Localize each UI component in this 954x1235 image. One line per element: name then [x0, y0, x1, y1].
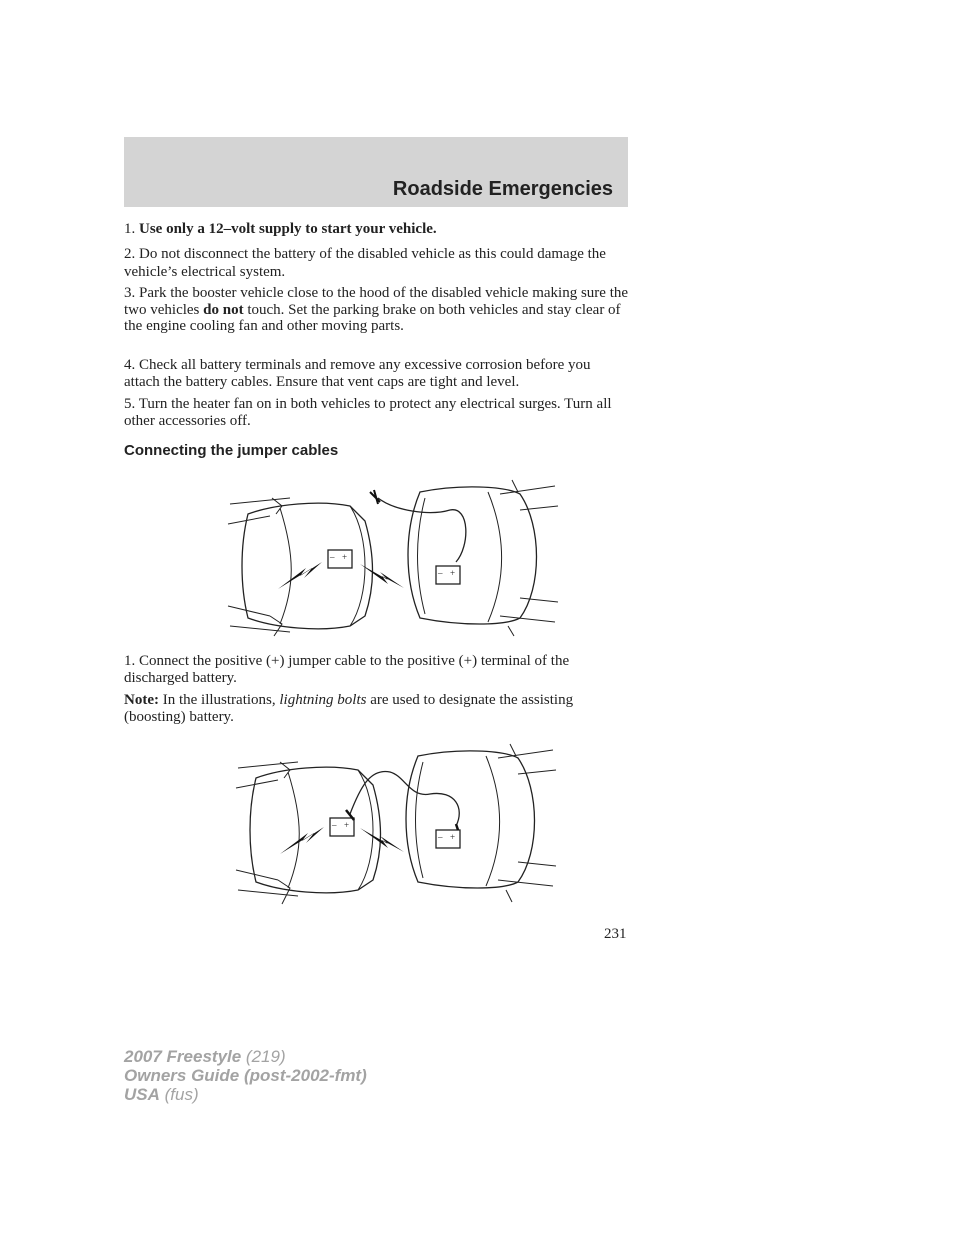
battery-plus-label: +: [450, 568, 456, 578]
lightning-bolt-icon: [360, 564, 404, 588]
footer-line-1: [124, 1047, 367, 1066]
battery-plus-label: +: [344, 820, 350, 830]
note-label: Note:: [124, 692, 159, 708]
battery-minus-label: –: [438, 832, 443, 842]
battery-minus-label: –: [438, 568, 443, 578]
note-pre: In the illustrations,: [158, 692, 280, 708]
booster-vehicle-front-left: [228, 498, 373, 636]
disabled-vehicle-front-right: [408, 480, 558, 636]
footer-model: 2007 Freestyle: [124, 1047, 242, 1066]
jumper-cable: [378, 498, 466, 562]
note: [124, 692, 629, 725]
section-title: Roadside Emergencies: [392, 178, 613, 200]
cable-clamp-icon: [346, 810, 458, 830]
step-3: [124, 285, 629, 335]
step-1-number: 1.: [124, 221, 136, 237]
booster-battery: [330, 818, 354, 836]
note-italic: lightning bolts: [279, 692, 367, 708]
lightning-bolt-icon: [360, 828, 404, 852]
disabled-battery: [436, 566, 460, 584]
disabled-battery: [436, 830, 460, 848]
connect-step-1: 1. Connect the positive (+) jumper cable to the positive (+) terminal of the discharged battery.: [124, 653, 570, 686]
lightning-bolt-icon: [278, 562, 322, 589]
jumper-cable-figure-2: [220, 738, 565, 910]
lightning-bolt-icon: [280, 827, 324, 854]
footer-market-code: (fus): [159, 1085, 199, 1104]
step-5: 5. Turn the heater fan on in both vehicles to protect any electrical surges. Turn all other accessories off.: [124, 396, 612, 429]
booster-vehicle-front-left: [236, 762, 381, 904]
jumper-cable-figure-1: [220, 476, 565, 641]
booster-battery: [328, 550, 352, 568]
battery-minus-label: –: [332, 820, 337, 830]
footer-line-2: [124, 1066, 367, 1085]
step-3-bold: do not: [203, 301, 244, 318]
battery-plus-label: +: [450, 832, 456, 842]
subheading-connecting-cables: Connecting the jumper cables: [124, 442, 339, 459]
section-header-band: [124, 137, 628, 207]
step-3-post: touch. Set the parking brake on both vehicles and stay clear of the engine cooling fan and other moving parts.: [124, 301, 621, 334]
note-post: are used to designate the assisting (boosting) battery.: [124, 692, 574, 725]
step-1: [124, 221, 629, 238]
document-footer: [124, 1047, 367, 1104]
step-1-text: Use only a 12–volt supply to start your vehicle.: [139, 221, 437, 237]
page-number: 231: [604, 926, 627, 942]
battery-minus-label: –: [330, 552, 335, 562]
jumper-cable: [350, 771, 459, 826]
footer-market: USA: [124, 1085, 160, 1104]
footer-guide: Owners Guide (post-2002-fmt): [124, 1066, 367, 1085]
battery-plus-label: +: [342, 552, 348, 562]
step-3-pre: 3. Park the booster vehicle close to the hood of the disabled vehicle making sure the two vehicles: [124, 285, 629, 318]
footer-line-3: [124, 1085, 367, 1104]
footer-model-code: (219): [241, 1047, 286, 1066]
cable-clamp-icon: [370, 490, 380, 504]
disabled-vehicle-front-right: [406, 744, 556, 902]
step-2: 2. Do not disconnect the battery of the disabled vehicle as this could damage the vehicle’s electrical system.: [124, 246, 606, 280]
step-4: 4. Check all battery terminals and remove any excessive corrosion before you attach the battery cables. Ensure that vent caps are tight and level.: [124, 357, 591, 390]
